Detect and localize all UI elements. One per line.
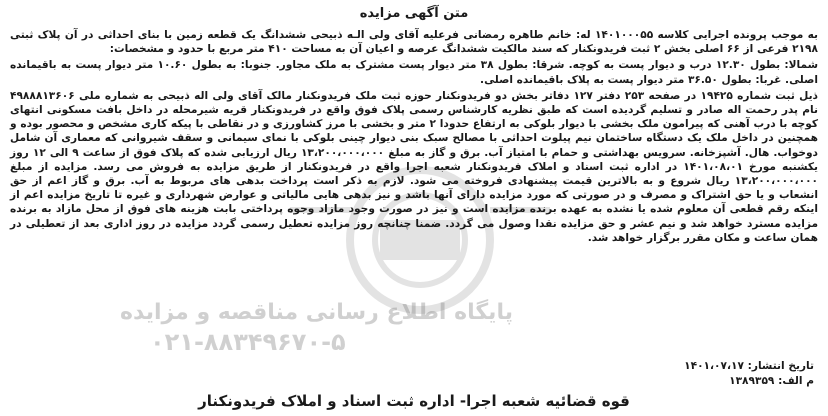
notice-paragraph-boundaries: شمالا: بطول ۱۲.۳۰ درب و دیوار پست به کوچه. شرقا: بطول ۳۸ متر دیوار پست مشترک به ملک مجاور. جنوبا: به بطول ۱۰.۶۰ متر دیوار پست به باقیمانده اصلی. غربا: بطول ۳۶.۵۰ متر دیوار پست به پلاک باقیمانده اصلی. — [10, 59, 818, 86]
watermark-text: پایگاه اطلاع رسانی مناقصه و مزایده — [120, 300, 513, 325]
issuer-footer: قوه قضائیه شعبه اجرا- اداره ثبت اسناد و املاک فریدونکنار — [198, 392, 630, 410]
publish-date: تاریخ انتشار: ۱۴۰۱،۰۷،۱۷ — [684, 360, 814, 372]
notice-paragraph-intro: به موجب پرونده اجرایی کلاسه ۱۴۰۱۰۰۰۵۵ له: خانم طاهره رمضانی فرعلیه آقای ولی الـه ذبیحی ششدانگ یک قطعه زمین با بنای احداثی در آن پلاک ثبتی ۲۱۹۸ فرعی از ۶۶ اصلی بخش ۲ ثبت فریدونکنار که سند مالکیت ششدانگ عرصه و اعیان آن به مساحت ۴۱۰ متر مربع با حدود و مشخصات: — [10, 29, 818, 56]
notice-paragraph-details: ذیل ثبت شماره ۱۹۴۲۵ در صفحه ۲۵۳ دفتر ۱۲۷ دفاتر بخش دو فریدونکنار حوزه ثبت ملک فریدونکنار مالک آقای ولی اله ذبیحی به شماره ملی ۴۹۸۸۸۱۳۶۰۶ نام پدر رحمت اله صادر و تسلیم گردیده است که طبق نظریه کارشناس رسمی پلاک فوق واقع در فریدونکنار قریه شیرمحله در داخل بافت مسکونی انتهای کوچه با درب آهنی که پیرامون ملک بخشی با دیوار بلوکی به ارتفاع حدودا ۲ متر و بخشی با مرز کشاورزی و در نقاطی با پیکه کاری مشخص و محصور بوده و همچنین در داخل ملک یک دستگاه ساختمان نیم پیلوت احداثی با مصالح سبک بنی دیوار چینی بلوکی با نمای سیمانی و سقف شیروانی که معماری آن شامل دوخواب. هال. آشپزخانه. سرویس بهداشتی و حمام با امتیاز آب. برق و گاز به مبلغ ۱۳،۲۰۰،۰۰۰،۰۰۰ ریال ارزیابی شده که پلاک فوق از ساعت ۹ الی ۱۲ روز یکشنبه مورخ ۱۴۰۱،۰۸،۰۱ در اداره ثبت اسناد و املاک فریدونکنار شعبه اجرا واقع در فریدونکنار از طریق مزایده به فروش می رسد. مزایده از مبلغ ۱۳،۲۰۰،۰۰۰،۰۰۰ ریال شروع و به بالاترین قیمت پیشنهادی فروخته می شود. لازم به ذکر است پرداخت بدهی های مربوط به آب. برق و گاز اعم از حق انشعاب و یا حق اشتراک و مصرف و در صورتی که مورد مزایده دارای آنها باشد و نیز بدهی هایی مالیاتی و عوارض شهرداری و غیره تا تاریخ مزایده اعم از اینکه رقم قطعی آن معلوم شده یا نشده به عهده برنده مزایده است و نیز در صورت وجود مازاد وجوه پرداختی بابت هزینه های فوق از محل مازاد به برنده مزایده مسترد خواهد شد و نیم عشر و حق مزایده نقدا وصول می گردد. ضمنا چنانچه روز مزایده تعطیل رسمی گردد مزایده در روز اداری بعد از تعطیلی در همان ساعت و مکان مقرر برگزار خواهد شد. — [10, 89, 819, 244]
notice-title: متن آگهی مزایده — [359, 6, 469, 21]
watermark-phone: ۰۲۱-۸۸۳۴۹۶۷۰-۵ — [150, 328, 346, 356]
notice-body — [10, 28, 818, 245]
notice-code: م الف: ۱۳۸۹۳۵۹ — [729, 375, 814, 387]
